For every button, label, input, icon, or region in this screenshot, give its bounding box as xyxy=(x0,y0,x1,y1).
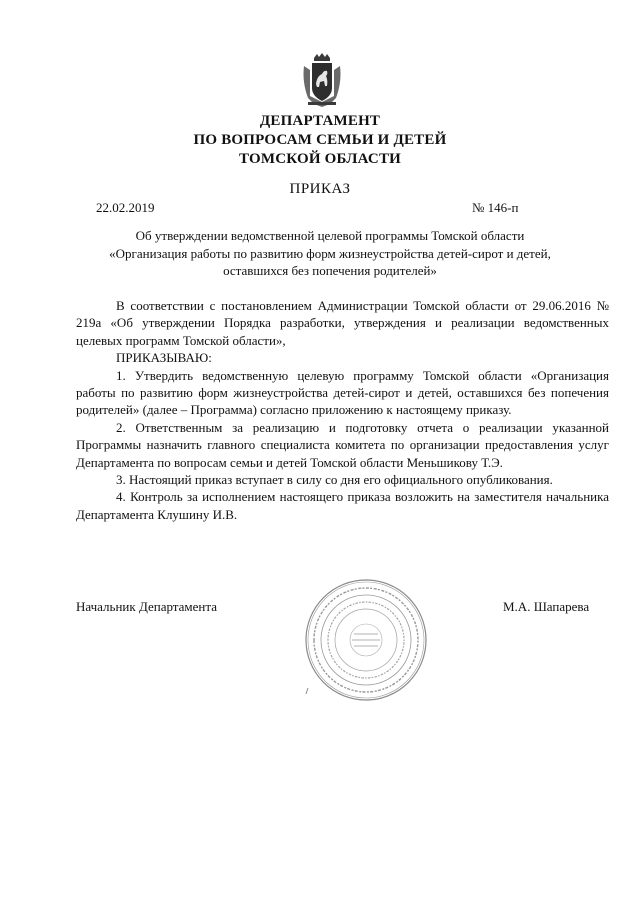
subject-line-2: «Организация работы по развитию форм жизнеустройства детей-сирот и детей, xyxy=(109,245,551,261)
order-item-1: 1. Утвердить ведомственную целевую программу Томской области «Организация работы по развитию форм жизнеустройства детей-сирот и детей, оставшихся без попечения родителей» (далее – Программа) согласно приложению к настоящему приказу. xyxy=(76,367,609,418)
signatory-name: М.А. Шапарева xyxy=(503,599,590,614)
order-item-3: 3. Настоящий приказ вступает в силу со дня его официального опубликования. xyxy=(116,472,553,488)
department-name xyxy=(0,112,640,169)
department-line-3: ТОМСКОЙ ОБЛАСТИ xyxy=(238,151,402,167)
subject-line-3: оставшихся без попечения родителей» xyxy=(223,263,437,278)
decree-heading: ПРИКАЗЫВАЮ: xyxy=(116,350,212,366)
order-number: № 146-п xyxy=(472,200,519,215)
department-line-1: ДЕПАРТАМЕНТ xyxy=(259,113,381,129)
order-item-2: 2. Ответственным за реализацию и подготовку отчета о реализации указанной Программы назначить главного специалиста комитета по организации предоставления услуг Департамента по вопросам семьи и детей Томской области Меньшикову Т.Э. xyxy=(76,419,609,470)
order-subject xyxy=(90,227,570,280)
stray-mark xyxy=(305,688,309,694)
signatory-position: Начальник Департамента xyxy=(76,599,217,614)
preamble-paragraph: В соответствии с постановлением Администрации Томской области от 29.06.2016 № 219а «Об утверждении Порядка разработки, утверждения и реализации ведомственных целевых программ Томской области», xyxy=(76,298,609,348)
subject-line-1: Об утверждении ведомственной целевой программы Томской области xyxy=(135,228,525,243)
order-body xyxy=(76,297,609,523)
coat-of-arms-icon xyxy=(300,52,344,108)
official-seal-icon xyxy=(304,578,428,702)
department-line-2: ПО ВОПРОСАМ СЕМЬИ И ДЕТЕЙ xyxy=(193,132,447,148)
order-date: 22.02.2019 xyxy=(96,200,155,215)
order-title: ПРИКАЗ xyxy=(289,181,351,197)
order-item-4: 4. Контроль за исполнением настоящего приказа возложить на заместителя начальника Департамента Клушину И.В. xyxy=(76,489,609,522)
